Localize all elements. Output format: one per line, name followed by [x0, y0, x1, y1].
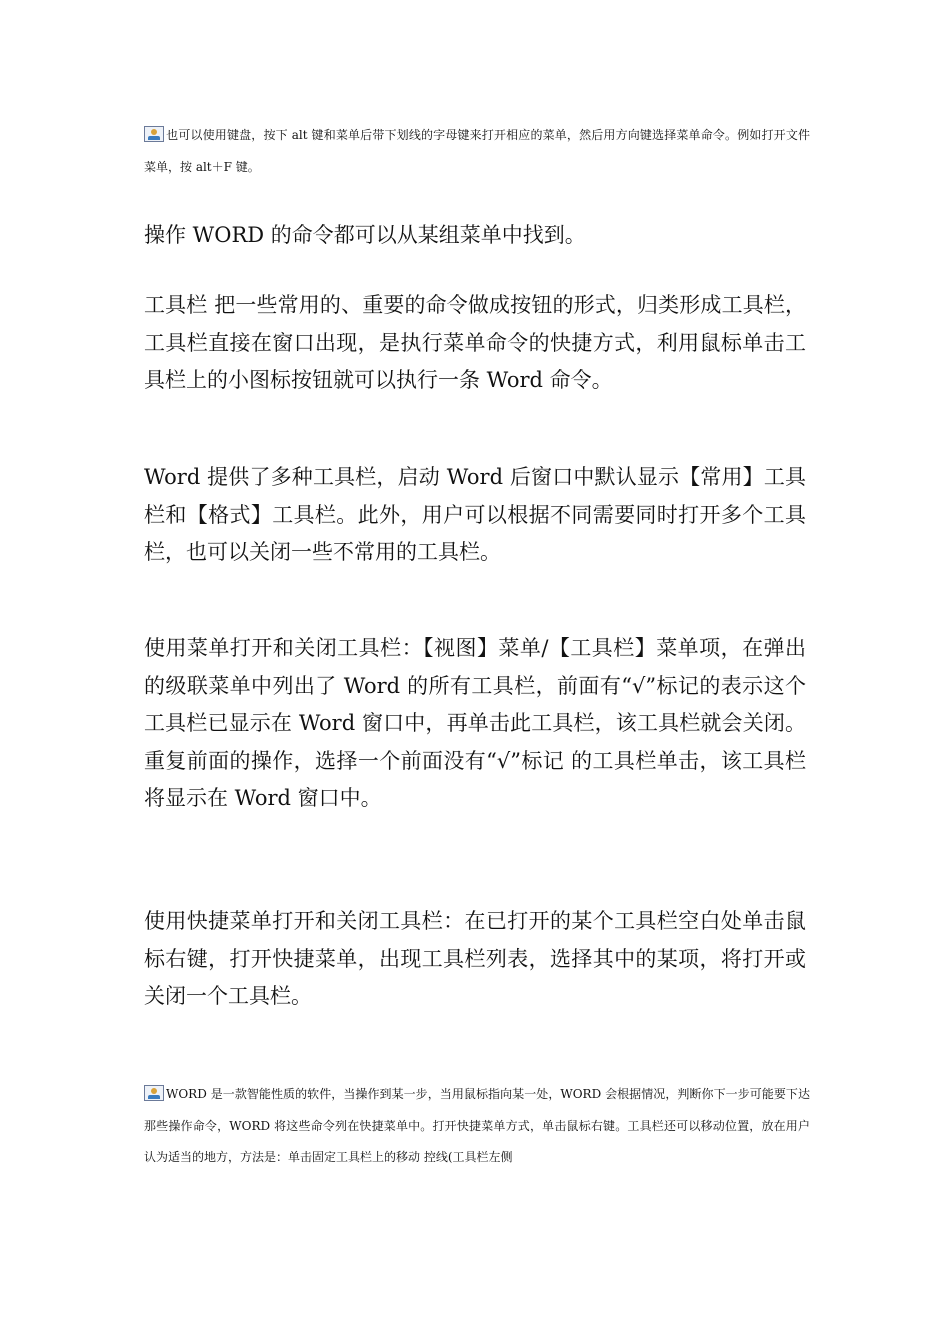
broken-image-icon: [144, 126, 164, 142]
paragraph-commands: 操作 WORD 的命令都可以从某组菜单中找到。: [144, 223, 586, 247]
note-paragraph-1: [144, 120, 810, 183]
paragraph-toolbar-types: Word 提供了多种工具栏，启动 Word 后窗口中默认显示【常用】工具栏和【格式】工具栏。此外，用户可以根据不同需要同时打开多个工具栏，也可以关闭一些不常用的工具栏。: [144, 465, 806, 564]
paragraph-toolbar-intro: 工具栏 把一些常用的、重要的命令做成按钮的形式，归类形成工具栏，工具栏直接在窗口出现，是执行菜单命令的快捷方式，利用鼠标单击工具栏上的小图标按钮就可以执行一条 Word 命令。: [144, 293, 806, 392]
note-text-2: WORD 是一款智能性质的软件，当操作到某一步，当用鼠标指向某一处，WORD 会根据情况，判断你下一步可能要下达那些操作命令，WORD 将这些命令列在快捷菜单中。打开快捷菜单方式，单击鼠标右键。工具栏还可以移动位置，放在用户认为适当的地方，方法是：单击固定工具栏上的移动 控线(工具栏左侧: [144, 1087, 810, 1164]
note-paragraph-2: [144, 1079, 810, 1174]
broken-image-icon: [144, 1085, 164, 1101]
paragraph-menu-toggle: 使用菜单打开和关闭工具栏：【视图】菜单/【工具栏】菜单项，在弹出的级联菜单中列出了 Word 的所有工具栏，前面有“√”标记的表示这个工具栏已显示在 Word 窗口中，再单击此工具栏，该工具栏就会关闭。重复前面的操作，选择一个前面没有“√”标记 的工具栏单击，该工具栏将显示在 Word 窗口中。: [144, 636, 806, 810]
paragraph-shortcut-toggle: 使用快捷菜单打开和关闭工具栏：在已打开的某个工具栏空白处单击鼠标右键，打开快捷菜单，出现工具栏列表，选择其中的某项，将打开或关闭一个工具栏。: [144, 909, 806, 1008]
note-text-1: 也可以使用键盘，按下 alt 键和菜单后带下划线的字母键来打开相应的菜单，然后用方向键选择菜单命令。例如打开文件菜单，按 alt＋F 键。: [144, 128, 810, 174]
